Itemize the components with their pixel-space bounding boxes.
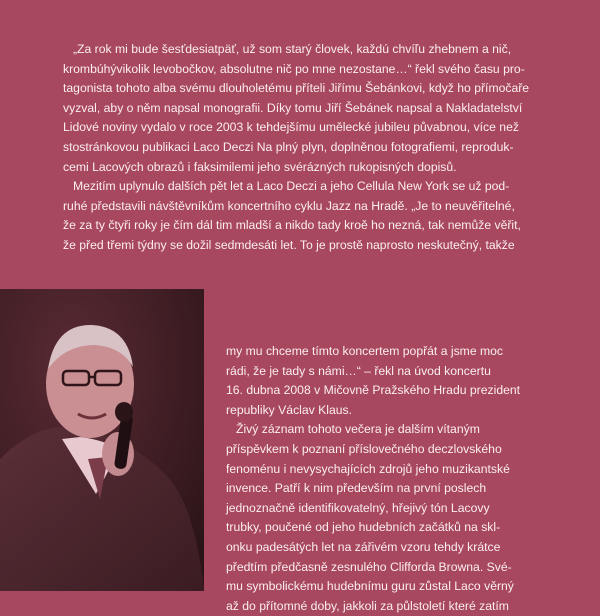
text-line: předtím předčasně zesnulého Clifforda Browna. Své- <box>226 559 512 574</box>
text-line: krombúhývikolik levobočkov, absolutne nič po mne nezostane…“ řekl svého času pro- <box>63 61 525 76</box>
text-line: jednoznačně identifikovatelný, hřejivý tón Lacovy <box>226 500 490 515</box>
text-line: republiky Václav Klaus. <box>226 402 352 417</box>
text-line: my mu chceme tímto koncertem popřát a jsme moc <box>226 344 504 358</box>
text-line: mu symbolickému hudebnímu guru zůstal Laco věrný <box>226 579 514 594</box>
text-line: že před třemi týdny se dožil sedmdesáti let. To je prostě naprosto neskutečný, takže <box>63 237 515 252</box>
text-line: Živý záznam tohoto večera je dalším vítaným <box>236 422 480 437</box>
text-block-upper <box>63 40 553 256</box>
text-line: „Za rok mi bude šesťdesiatpäť, už som starý človek, každú chvíľu zhebnem a nič, <box>73 42 512 56</box>
text-line: rádi, že je tady s námi…“ – řekl na úvod koncertu <box>226 363 491 378</box>
text-line: ruhé představili návštěvníkům koncertního cyklu Jazz na Hradě. „Je to neuvěřitelné, <box>63 198 515 213</box>
text-line: fenoménu i nevysychajících zdrojů jeho muzikantské <box>226 461 510 476</box>
photo-speaker-with-microphone <box>0 289 204 591</box>
text-line: tagonista tohoto alba svému dlouholetému příteli Jiřímu Šebánkovi, když ho přímočaře <box>63 81 530 96</box>
text-line: příspěvkem k poznaní příslovečného deczlovského <box>226 441 502 456</box>
text-line: Lidové noviny vydalo v roce 2003 k tehdejšímu umělecké jubileu půvabnou, více než <box>63 120 519 135</box>
text-line: Mezitím uplynulo dalších pět let a Laco Deczi a jeho Cellula New York se už pod- <box>73 179 510 194</box>
text-line: že za ty čtyři roky je čím dál tim mladší a nikdo tady kroě ho nezná, tak nemůže věřit, <box>63 218 521 233</box>
text-line: onku padesátých let na zářivém vzoru tehdy krátce <box>226 539 501 554</box>
text-line: cemi Lacových obrazů i faksimilemi jeho svérázných rukopisných dopisů. <box>63 159 457 174</box>
text-line: až do přítomné doby, jakkoli za půlstoletí které zatím <box>226 598 509 613</box>
text-line: stostránkovou publikaci Laco Deczi Na plný plyn, doplněnou fotografiemi, reproduk- <box>63 139 514 154</box>
text-line: vyzval, aby o něm napsal monografii. Díky tomu Jiří Šebánek napsal a Nakladatelství <box>63 100 523 115</box>
text-line: trubky, poučené od jeho hudebních začátků na skl- <box>226 520 501 535</box>
text-line: 16. dubna 2008 v Mičovně Pražského Hradu prezident <box>226 383 521 398</box>
text-line: invence. Patří k nim především na první poslech <box>226 481 487 496</box>
text-block-lower <box>226 342 554 616</box>
